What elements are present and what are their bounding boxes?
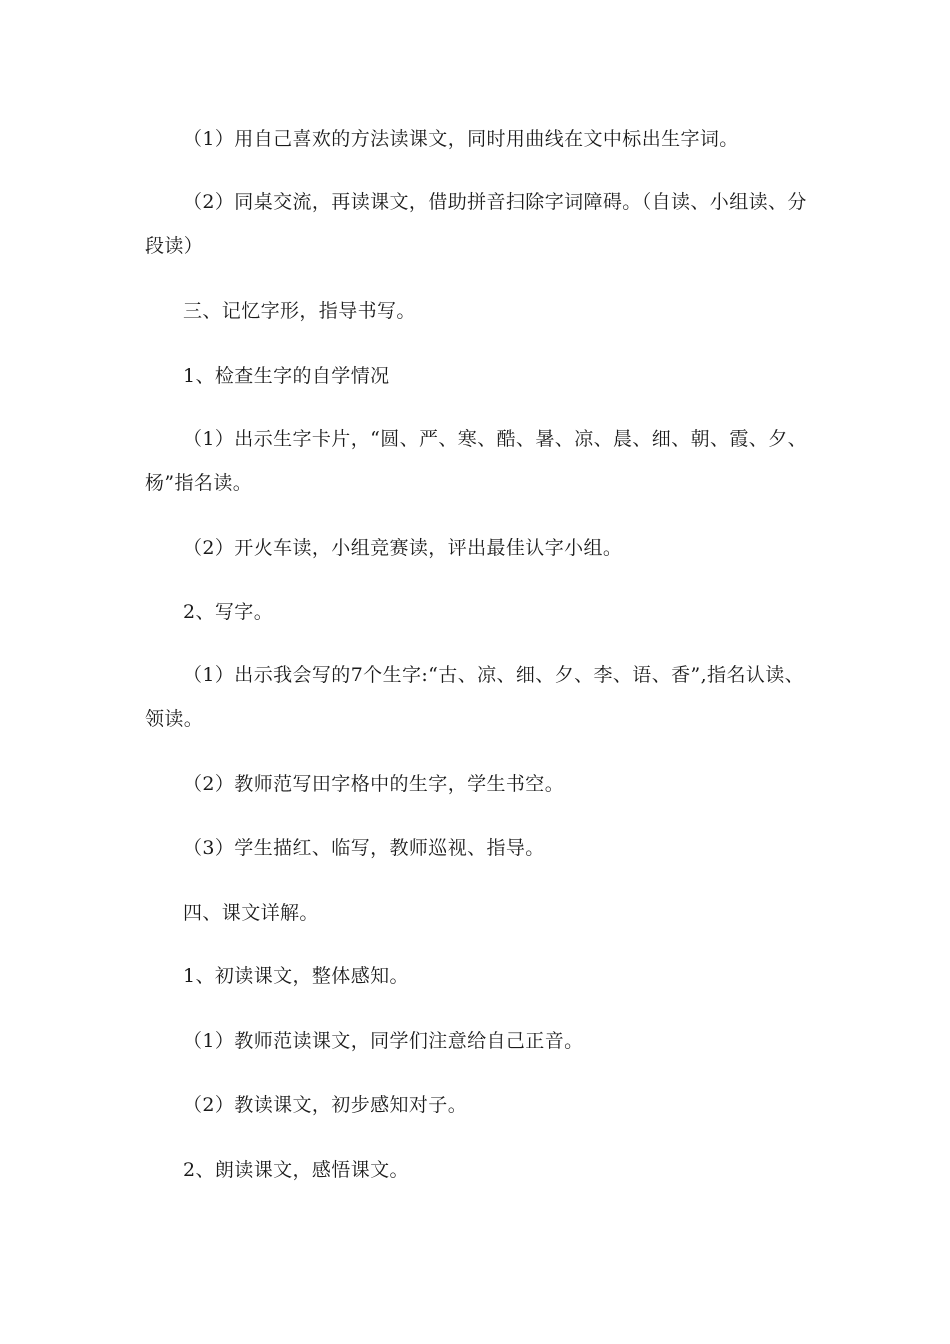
- paragraph-6: （2）开火车读，小组竞赛读，评出最佳认字小组。: [183, 537, 623, 559]
- paragraph-1: （1）用自己喜欢的方法读课文，同时用曲线在文中标出生字词。: [183, 128, 739, 150]
- paragraph-10: （3）学生描红、临写，教师巡视、指导。: [183, 837, 545, 859]
- section-heading-3: 三、记忆字形，指导书写。: [183, 300, 416, 322]
- section-heading-4: 四、课文详解。: [183, 902, 319, 924]
- paragraph-14: （2）教读课文，初步感知对子。: [183, 1094, 468, 1116]
- paragraph-8: （1）出示我会写的7个生字:“古、凉、细、夕、李、语、香”,指名认读、领读。: [145, 664, 805, 730]
- paragraph-12: 1、初读课文，整体感知。: [183, 965, 409, 987]
- paragraph-7: 2、写字。: [183, 601, 274, 623]
- paragraph-2: （2）同桌交流，再读课文，借助拼音扫除字词障碍。（自读、小组读、分段读）: [145, 191, 807, 257]
- paragraph-5: （1）出示生字卡片，“圆、严、寒、酷、暑、凉、晨、细、朝、霞、夕、杨”指名读。: [145, 428, 808, 494]
- paragraph-13: （1）教师范读课文，同学们注意给自己正音。: [183, 1030, 584, 1052]
- paragraph-15: 2、朗读课文，感悟课文。: [183, 1159, 409, 1181]
- paragraph-9: （2）教师范写田字格中的生字，学生书空。: [183, 773, 565, 795]
- paragraph-4: 1、检查生字的自学情况: [183, 365, 390, 387]
